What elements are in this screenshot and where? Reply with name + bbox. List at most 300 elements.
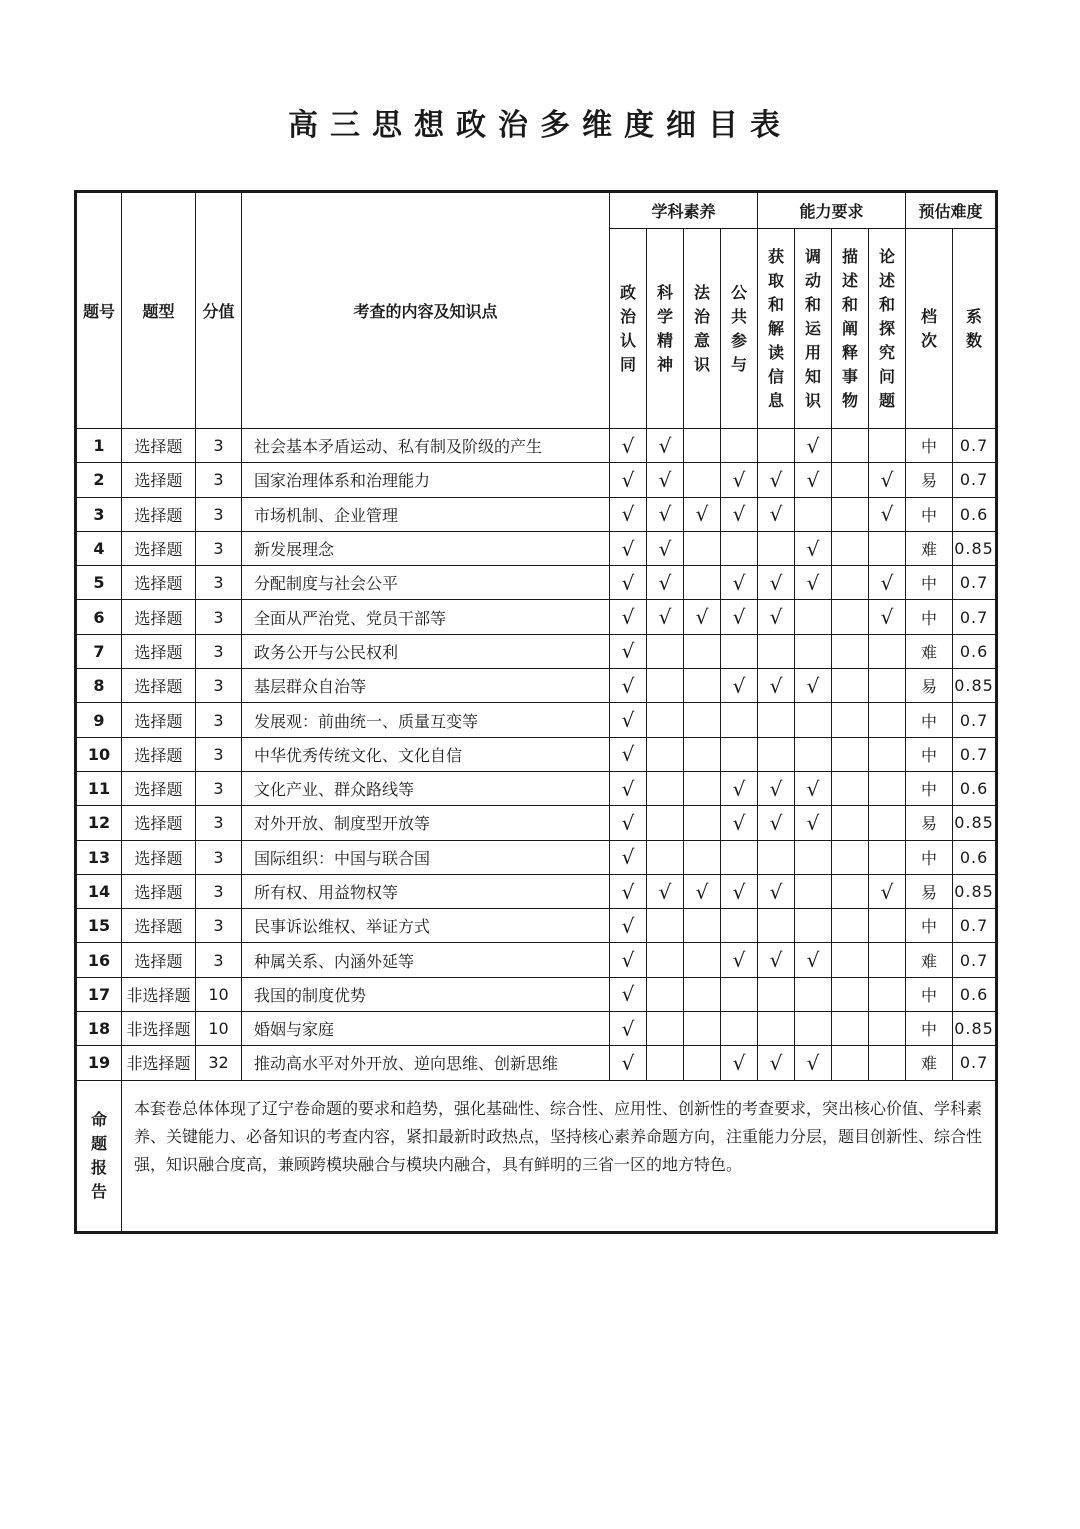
table-row [76,600,997,634]
cell-score: 3 [196,771,242,805]
cell-coef: 0.85 [953,1012,997,1046]
table-row [76,1046,997,1080]
cell-coef: 0.7 [953,463,997,497]
cell-level: 中 [906,429,953,463]
cell-check-info: √ [758,669,795,703]
header-literacy-science: 科学精神 [647,229,684,429]
table-row [76,874,997,908]
header-literacy-political: 政治认同 [610,229,647,429]
cell-level: 易 [906,874,953,908]
cell-check-law [684,840,721,874]
cell-score: 3 [196,600,242,634]
cell-check-describe [832,429,869,463]
cell-check-political: √ [610,703,647,737]
table-row [76,634,997,668]
cell-no: 17 [76,977,122,1011]
cell-score: 10 [196,1012,242,1046]
cell-check-participation: √ [721,600,758,634]
cell-level: 中 [906,977,953,1011]
cell-level: 难 [906,1046,953,1080]
cell-score: 3 [196,669,242,703]
cell-coef: 0.6 [953,634,997,668]
cell-check-participation: √ [721,566,758,600]
cell-level: 中 [906,771,953,805]
cell-check-science: √ [647,600,684,634]
cell-coef: 0.85 [953,806,997,840]
cell-check-science [647,806,684,840]
cell-type: 非选择题 [122,1012,196,1046]
cell-no: 11 [76,771,122,805]
table-row [76,463,997,497]
table-row [76,531,997,565]
cell-type: 选择题 [122,634,196,668]
cell-check-explore [869,840,906,874]
cell-check-info [758,840,795,874]
table-row [76,1012,997,1046]
cell-type: 选择题 [122,463,196,497]
cell-check-political: √ [610,771,647,805]
cell-check-knowledge: √ [795,1046,832,1080]
cell-check-info [758,909,795,943]
header-ability-explore: 论述和探究问题 [869,229,906,429]
cell-score: 3 [196,909,242,943]
cell-coef: 0.85 [953,669,997,703]
cell-level: 易 [906,806,953,840]
cell-check-knowledge: √ [795,531,832,565]
cell-check-law [684,1046,721,1080]
cell-coef: 0.7 [953,566,997,600]
cell-coef: 0.7 [953,1046,997,1080]
cell-check-describe [832,943,869,977]
cell-no: 15 [76,909,122,943]
cell-content: 全面从严治党、党员干部等 [242,600,610,634]
cell-check-political: √ [610,943,647,977]
cell-coef: 0.85 [953,531,997,565]
cell-check-explore [869,1012,906,1046]
table-row [76,771,997,805]
table-row [76,669,997,703]
cell-check-describe [832,497,869,531]
header-score: 分值 [196,192,242,429]
cell-check-science: √ [647,531,684,565]
cell-check-participation [721,737,758,771]
cell-type: 选择题 [122,497,196,531]
cell-check-participation [721,977,758,1011]
cell-no: 18 [76,1012,122,1046]
cell-check-knowledge [795,634,832,668]
cell-score: 3 [196,566,242,600]
cell-type: 非选择题 [122,1046,196,1080]
cell-level: 中 [906,737,953,771]
cell-content: 所有权、用益物权等 [242,874,610,908]
cell-check-explore: √ [869,874,906,908]
cell-check-law [684,566,721,600]
cell-check-knowledge [795,909,832,943]
header-group-row [76,192,997,229]
cell-check-participation [721,531,758,565]
cell-coef: 0.7 [953,737,997,771]
cell-check-describe [832,874,869,908]
cell-content: 国家治理体系和治理能力 [242,463,610,497]
table-row [76,943,997,977]
cell-content: 我国的制度优势 [242,977,610,1011]
cell-level: 中 [906,909,953,943]
cell-check-explore: √ [869,600,906,634]
cell-check-knowledge: √ [795,669,832,703]
cell-level: 中 [906,703,953,737]
table-row [76,497,997,531]
cell-no: 16 [76,943,122,977]
cell-check-participation [721,429,758,463]
cell-check-participation [721,909,758,943]
cell-type: 选择题 [122,806,196,840]
cell-check-science: √ [647,497,684,531]
table-row [76,840,997,874]
header-group-ability: 能力要求 [758,192,906,229]
header-group-difficulty: 预估难度 [906,192,997,229]
cell-check-describe [832,1046,869,1080]
cell-check-knowledge [795,977,832,1011]
cell-check-science [647,1012,684,1046]
cell-no: 3 [76,497,122,531]
cell-check-political: √ [610,909,647,943]
page-title: 高三思想政治多维度细目表 [288,108,792,143]
cell-level: 中 [906,840,953,874]
cell-check-participation [721,1012,758,1046]
table-row [76,566,997,600]
cell-check-explore [869,806,906,840]
cell-check-science [647,634,684,668]
cell-check-knowledge: √ [795,771,832,805]
cell-check-info: √ [758,566,795,600]
cell-coef: 0.7 [953,943,997,977]
cell-type: 选择题 [122,429,196,463]
cell-check-explore [869,909,906,943]
cell-check-describe [832,806,869,840]
cell-content: 基层群众自治等 [242,669,610,703]
cell-check-info: √ [758,1046,795,1080]
cell-check-participation: √ [721,1046,758,1080]
cell-score: 3 [196,497,242,531]
cell-content: 政务公开与公民权利 [242,634,610,668]
cell-coef: 0.6 [953,771,997,805]
cell-check-participation [721,840,758,874]
cell-score: 3 [196,840,242,874]
cell-check-knowledge [795,703,832,737]
cell-coef: 0.7 [953,429,997,463]
cell-content: 中华优秀传统文化、文化自信 [242,737,610,771]
cell-check-participation: √ [721,463,758,497]
cell-check-political: √ [610,669,647,703]
cell-check-info: √ [758,943,795,977]
cell-check-knowledge: √ [795,429,832,463]
cell-check-political: √ [610,874,647,908]
cell-no: 14 [76,874,122,908]
cell-check-describe [832,840,869,874]
cell-no: 2 [76,463,122,497]
cell-check-explore: √ [869,566,906,600]
cell-check-political: √ [610,429,647,463]
cell-coef: 0.6 [953,497,997,531]
cell-check-political: √ [610,1012,647,1046]
header-literacy-participation: 公共参与 [721,229,758,429]
cell-check-info: √ [758,497,795,531]
cell-check-participation: √ [721,943,758,977]
cell-no: 12 [76,806,122,840]
cell-check-political: √ [610,463,647,497]
cell-check-describe [832,703,869,737]
header-ability-describe: 描述和阐释事物 [832,229,869,429]
cell-check-knowledge: √ [795,463,832,497]
cell-check-political: √ [610,566,647,600]
cell-no: 5 [76,566,122,600]
cell-coef: 0.7 [953,703,997,737]
header-no: 题号 [76,192,122,429]
cell-no: 9 [76,703,122,737]
cell-check-describe [832,463,869,497]
cell-content: 婚姻与家庭 [242,1012,610,1046]
cell-check-law [684,531,721,565]
cell-check-law [684,1012,721,1046]
cell-check-participation: √ [721,806,758,840]
cell-check-political: √ [610,840,647,874]
cell-check-science [647,840,684,874]
cell-score: 3 [196,531,242,565]
cell-type: 选择题 [122,566,196,600]
cell-check-describe [832,566,869,600]
cell-check-info: √ [758,600,795,634]
cell-check-knowledge [795,737,832,771]
cell-check-knowledge [795,874,832,908]
cell-coef: 0.7 [953,909,997,943]
cell-check-science [647,737,684,771]
table-row [76,737,997,771]
cell-check-knowledge: √ [795,566,832,600]
cell-check-explore: √ [869,497,906,531]
report-row [76,1080,997,1232]
cell-check-explore: √ [869,463,906,497]
cell-check-law: √ [684,497,721,531]
cell-score: 3 [196,703,242,737]
cell-score: 10 [196,977,242,1011]
spec-table [74,190,998,1234]
cell-type: 选择题 [122,771,196,805]
cell-check-explore [869,1046,906,1080]
cell-type: 选择题 [122,669,196,703]
cell-check-science: √ [647,566,684,600]
cell-coef: 0.6 [953,977,997,1011]
cell-check-explore [869,737,906,771]
cell-check-describe [832,531,869,565]
cell-coef: 0.7 [953,600,997,634]
cell-check-law [684,669,721,703]
cell-check-explore [869,669,906,703]
cell-check-participation: √ [721,874,758,908]
cell-check-knowledge: √ [795,806,832,840]
cell-level: 中 [906,1012,953,1046]
cell-level: 中 [906,566,953,600]
cell-check-explore [869,531,906,565]
table-row [76,909,997,943]
cell-no: 10 [76,737,122,771]
cell-check-science: √ [647,463,684,497]
cell-check-law [684,703,721,737]
cell-check-law: √ [684,600,721,634]
cell-check-participation [721,703,758,737]
cell-coef: 0.6 [953,840,997,874]
cell-check-info [758,703,795,737]
cell-check-law [684,806,721,840]
cell-check-law [684,943,721,977]
cell-content: 民事诉讼维权、举证方式 [242,909,610,943]
cell-coef: 0.85 [953,874,997,908]
cell-type: 选择题 [122,909,196,943]
cell-check-info [758,1012,795,1046]
cell-check-explore [869,943,906,977]
cell-check-science: √ [647,429,684,463]
cell-check-describe [832,634,869,668]
cell-check-explore [869,977,906,1011]
cell-level: 中 [906,600,953,634]
cell-content: 种属关系、内涵外延等 [242,943,610,977]
cell-check-describe [832,669,869,703]
header-difficulty-level: 档次 [906,229,953,429]
cell-level: 难 [906,943,953,977]
cell-level: 易 [906,463,953,497]
cell-check-political: √ [610,531,647,565]
cell-type: 选择题 [122,531,196,565]
header-ability-info: 获取和解读信息 [758,229,795,429]
cell-type: 选择题 [122,943,196,977]
header-content: 考查的内容及知识点 [242,192,610,429]
cell-type: 非选择题 [122,977,196,1011]
cell-type: 选择题 [122,600,196,634]
header-group-literacy: 学科素养 [610,192,758,229]
cell-check-knowledge [795,1012,832,1046]
cell-level: 难 [906,531,953,565]
cell-content: 推动高水平对外开放、逆向思维、创新思维 [242,1046,610,1080]
cell-check-info: √ [758,463,795,497]
cell-score: 3 [196,463,242,497]
cell-type: 选择题 [122,840,196,874]
cell-score: 32 [196,1046,242,1080]
report-text: 本套卷总体体现了辽宁卷命题的要求和趋势，强化基础性、综合性、应用性、创新性的考查要求，突出核心价值、学科素养、关键能力、必备知识的考查内容，紧扣最新时政热点，坚持核心素养命题方向，注重能力分层，题目创新性、综合性强，知识融合度高，兼顾跨模块融合与模块内融合，具有鲜明的三省一区的地方特色。 [122,1080,997,1232]
cell-content: 分配制度与社会公平 [242,566,610,600]
cell-check-describe [832,909,869,943]
cell-check-describe [832,1012,869,1046]
cell-check-explore [869,703,906,737]
cell-check-explore [869,771,906,805]
cell-check-political: √ [610,600,647,634]
cell-check-describe [832,737,869,771]
cell-check-political: √ [610,497,647,531]
cell-content: 对外开放、制度型开放等 [242,806,610,840]
cell-check-science [647,703,684,737]
cell-content: 市场机制、企业管理 [242,497,610,531]
cell-check-info [758,977,795,1011]
cell-content: 新发展理念 [242,531,610,565]
cell-level: 易 [906,669,953,703]
cell-check-knowledge [795,600,832,634]
cell-score: 3 [196,806,242,840]
cell-check-info [758,429,795,463]
cell-check-describe [832,977,869,1011]
cell-content: 文化产业、群众路线等 [242,771,610,805]
cell-check-political: √ [610,806,647,840]
cell-no: 8 [76,669,122,703]
cell-check-science [647,1046,684,1080]
cell-content: 发展观：前曲统一、质量互变等 [242,703,610,737]
cell-check-participation: √ [721,497,758,531]
cell-check-science [647,909,684,943]
header-ability-knowledge: 调动和运用知识 [795,229,832,429]
cell-check-law [684,737,721,771]
cell-score: 3 [196,874,242,908]
table-row [76,806,997,840]
table-row [76,703,997,737]
cell-check-describe [832,771,869,805]
cell-check-law [684,634,721,668]
cell-check-knowledge [795,840,832,874]
cell-check-law [684,771,721,805]
cell-check-law [684,977,721,1011]
cell-check-law [684,429,721,463]
cell-check-explore [869,429,906,463]
cell-check-law [684,909,721,943]
cell-check-science [647,943,684,977]
cell-check-political: √ [610,977,647,1011]
cell-check-participation: √ [721,771,758,805]
cell-check-science: √ [647,874,684,908]
cell-score: 3 [196,634,242,668]
cell-check-science [647,669,684,703]
cell-check-law [684,463,721,497]
cell-type: 选择题 [122,874,196,908]
cell-level: 中 [906,497,953,531]
report-label: 命题报告 [76,1080,122,1232]
cell-score: 3 [196,943,242,977]
table-row [76,429,997,463]
cell-check-explore [869,634,906,668]
cell-check-info [758,634,795,668]
cell-check-political: √ [610,634,647,668]
cell-check-science [647,771,684,805]
header-type: 题型 [122,192,196,429]
cell-check-political: √ [610,737,647,771]
cell-check-participation [721,634,758,668]
header-literacy-law: 法治意识 [684,229,721,429]
cell-score: 3 [196,737,242,771]
cell-check-participation: √ [721,669,758,703]
cell-no: 4 [76,531,122,565]
cell-check-info: √ [758,874,795,908]
cell-check-knowledge: √ [795,943,832,977]
cell-check-info: √ [758,806,795,840]
cell-level: 难 [906,634,953,668]
table-row [76,977,997,1011]
cell-check-info [758,737,795,771]
cell-check-law: √ [684,874,721,908]
cell-content: 社会基本矛盾运动、私有制及阶级的产生 [242,429,610,463]
cell-content: 国际组织：中国与联合国 [242,840,610,874]
cell-check-science [647,977,684,1011]
cell-check-knowledge [795,497,832,531]
cell-check-describe [832,600,869,634]
cell-no: 1 [76,429,122,463]
cell-no: 6 [76,600,122,634]
cell-no: 13 [76,840,122,874]
cell-type: 选择题 [122,703,196,737]
